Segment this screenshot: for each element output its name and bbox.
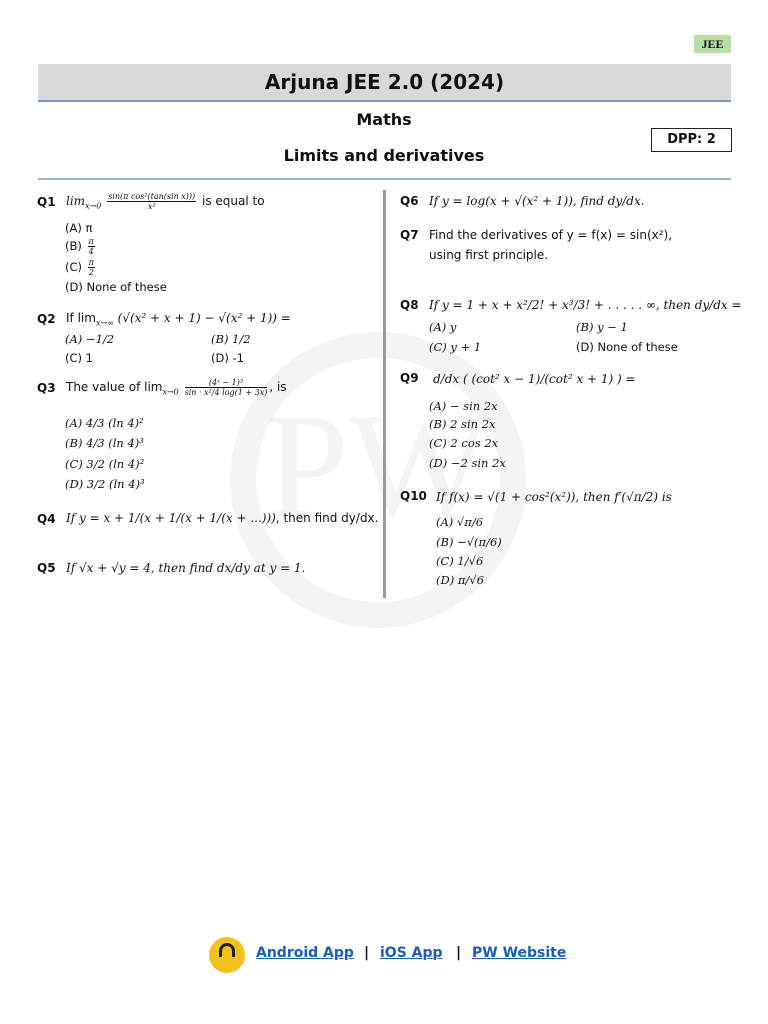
android-app-link[interactable]: Android App: [256, 945, 354, 961]
option-b: (B) 2 sin 2x: [429, 417, 496, 431]
question-number: Q4: [37, 512, 56, 526]
option-d: (D) None of these: [576, 340, 678, 354]
question-number: Q8: [400, 298, 419, 312]
option-d: (D) -1: [211, 351, 244, 365]
ios-app-link[interactable]: iOS App: [380, 945, 443, 961]
question-number: Q2: [37, 312, 56, 326]
question-text: Find the derivatives of y = f(x) = sin(x²),: [429, 228, 673, 242]
page-title: Arjuna JEE 2.0 (2024): [38, 64, 731, 102]
question-number: Q1: [37, 195, 56, 209]
subject-title: Maths: [356, 110, 412, 129]
option-b: (B) 1/2: [211, 332, 251, 346]
option-c: (C) $\frac{\pi}{2}$: [65, 258, 94, 277]
question-text: d/dx ( (cot² x − 1)/(cot² x + 1) ) =: [433, 372, 636, 386]
option-a: (A) π: [65, 221, 93, 235]
question-text: If $\lim_{x\to\infty} (√(x^2 + x + 1) - √(x^2 + 1))$ =: [66, 311, 291, 328]
question-number: Q10: [400, 489, 427, 503]
question-text: $\lim_{x\to 0}$ $\frac{\text{sin(π cos²(tan(sin x)))}}{\text{x²}}$ is equal to: [66, 192, 265, 211]
option-d: (D) −2 sin 2x: [429, 456, 506, 470]
option-c: (C) 2 cos 2x: [429, 436, 499, 450]
exam-badge: JEE: [694, 35, 731, 53]
separator: |: [364, 945, 370, 961]
question-text: If √x + √y = 4, then find dx/dy at y = 1.: [66, 561, 306, 575]
question-text: If y = x + 1/(x + 1/(x + 1/(x + ...))), then find dy/dx.: [66, 511, 379, 525]
option-d: (D) 3/2 (ln 4)³: [65, 477, 145, 491]
header-divider: [38, 178, 731, 180]
question-text: If y = log(x + √(x² + 1)), find dy/dx.: [429, 194, 645, 208]
option-a: (A) y: [429, 320, 457, 334]
footer: [0, 944, 768, 964]
column-divider: [383, 190, 386, 598]
option-a: (A) 4/3 (ln 4)²: [65, 416, 144, 430]
pw-website-link[interactable]: PW Website: [472, 945, 567, 961]
question-text: If f(x) = √(1 + cos²(x²)), then f′(√π/2) is: [436, 490, 672, 504]
question-number: Q9: [400, 371, 419, 385]
question-number: Q3: [37, 381, 56, 395]
separator: |: [456, 945, 462, 961]
option-b: (B) y − 1: [576, 320, 628, 334]
dpp-box: DPP: 2: [651, 128, 732, 152]
question-text: The value of $\lim_{x\to 0}$ $\frac{\text{(4ˣ − 1)³}}{\text{sin · x²/4 log(1 + 3x)}}$ , is: [66, 378, 287, 397]
option-b: (B) −√(π/6): [436, 535, 502, 549]
option-b: (B) $\frac{\pi}{4}$: [65, 237, 94, 256]
question-number: Q7: [400, 228, 419, 242]
option-c: (C) 1: [65, 351, 93, 365]
customer-service-icon: [209, 937, 245, 973]
question-number: Q6: [400, 194, 419, 208]
question-text: If y = 1 + x + x²/2! + x³/3! + . . . . . ∞, then dy/dx =: [429, 298, 742, 312]
option-b: (B) 4/3 (ln 4)³: [65, 436, 144, 450]
option-a: (A) −1/2: [65, 332, 115, 346]
option-a: (A) − sin 2x: [429, 399, 498, 413]
option-a: (A) √π/6: [436, 515, 484, 529]
option-d: (D) π/√6: [436, 573, 484, 587]
question-text: using first principle.: [429, 248, 549, 262]
option-d: (D) None of these: [65, 280, 167, 294]
option-c: (C) 1/√6: [436, 554, 484, 568]
option-c: (C) 3/2 (ln 4)²: [65, 457, 145, 471]
option-c: (C) y + 1: [429, 340, 482, 354]
chapter-title: Limits and derivatives: [283, 146, 485, 165]
question-number: Q5: [37, 561, 56, 575]
